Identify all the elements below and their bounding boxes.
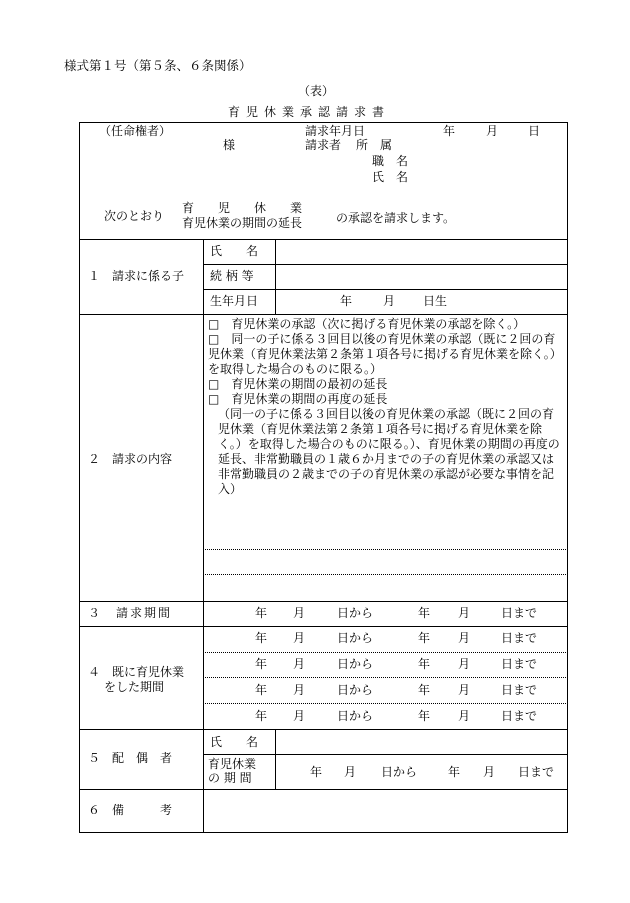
period-month-end: 月 bbox=[458, 709, 471, 723]
section6-label: ６ 備 考 bbox=[88, 803, 173, 817]
spouse-leave-label-1: 育児休業 bbox=[208, 757, 257, 771]
section3-top bbox=[79, 601, 568, 602]
request-option-leave[interactable]: □ 育児休業の承認（次に掲げる育児休業の承認を除く。） bbox=[208, 317, 526, 331]
affiliation-label: 所 属 bbox=[356, 138, 393, 152]
period-month: 月 bbox=[293, 683, 306, 697]
period-year-end: 年 bbox=[418, 631, 431, 645]
requester-label: 請求者 bbox=[305, 138, 342, 152]
period-from: 日から bbox=[381, 765, 418, 779]
intro-suffix: の承認を請求します。 bbox=[336, 211, 456, 225]
period-from: 日から bbox=[337, 606, 374, 620]
child-birth-label: 生年月日 bbox=[210, 294, 259, 308]
period-month: 月 bbox=[293, 657, 306, 671]
period-month-end: 月 bbox=[458, 683, 471, 697]
frame-bottom bbox=[79, 832, 568, 833]
period-year-end: 年 bbox=[418, 709, 431, 723]
period-year-end: 年 bbox=[418, 657, 431, 671]
sama-label: 様 bbox=[223, 138, 236, 152]
option-extension: 育児休業の期間の延長 bbox=[182, 216, 303, 230]
period-year-end: 年 bbox=[418, 683, 431, 697]
period-month: 月 bbox=[293, 606, 306, 620]
section5-label: ５ 配 偶 者 bbox=[88, 751, 173, 765]
section1-inner-divider bbox=[275, 239, 276, 314]
form-code: 様式第１号（第５条、６条関係） bbox=[64, 58, 252, 73]
frame-right bbox=[567, 122, 568, 833]
frame-left bbox=[79, 122, 80, 833]
period-year: 年 bbox=[255, 683, 268, 697]
period-year: 年 bbox=[255, 606, 268, 620]
period-from: 日から bbox=[337, 657, 374, 671]
past-period-divider bbox=[203, 703, 568, 704]
date-month: 月 bbox=[486, 124, 499, 138]
intro-prefix: 次のとおり bbox=[104, 209, 165, 223]
section1-line1 bbox=[203, 264, 568, 265]
position-label: 職 名 bbox=[372, 154, 409, 168]
reason-instruction: （同一の子に係る３回目以後の育児休業の承認（既に２回の育児休業（育児休業法第２条第１項各号に掲げる育児休業を除く。）を取得した場合のものに限る。）、育児休業の期間の再度の延長、非常勤職員の１歳６か月までの子の育児休業の承認又は非常勤職員の２歳までの子の育児休業の承認が必要な事情を記入） bbox=[218, 407, 560, 496]
child-relation-label: 続 柄 等 bbox=[210, 269, 254, 283]
request-date-label: 請求年月日 bbox=[305, 124, 366, 138]
period-until: 日まで bbox=[501, 631, 538, 645]
child-name-label: 氏 名 bbox=[210, 244, 259, 258]
period-month-end: 月 bbox=[483, 765, 496, 779]
past-period-divider bbox=[203, 677, 568, 678]
period-until: 日まで bbox=[501, 683, 538, 697]
section4-top bbox=[79, 626, 568, 627]
section4-label-line2: をした期間 bbox=[104, 680, 165, 694]
date-day: 日 bbox=[528, 124, 541, 138]
period-until: 日まで bbox=[501, 657, 538, 671]
period-until: 日まで bbox=[501, 709, 538, 723]
form-title: 育児休業承認請求書 bbox=[228, 105, 391, 119]
label-column-divider bbox=[203, 239, 204, 833]
period-month: 月 bbox=[293, 709, 306, 723]
period-until: 日まで bbox=[518, 765, 555, 779]
name-label: 氏 名 bbox=[372, 170, 409, 184]
period-year: 年 bbox=[255, 631, 268, 645]
option-leave: 育 児 休 業 bbox=[182, 201, 303, 215]
appointer-label: （任命権者） bbox=[99, 124, 172, 138]
period-year: 年 bbox=[310, 765, 323, 779]
past-period-divider bbox=[203, 652, 568, 653]
birth-month: 月 bbox=[383, 294, 396, 308]
side-label: （表） bbox=[298, 84, 335, 98]
section2-top bbox=[79, 314, 568, 315]
request-option-third-leave[interactable]: □ 同一の子に係る３回目以後の育児休業の承認（既に２回の育児休業（育児休業法第２条第１項各号に掲げる育児休業を除く。）を取得した場合のものに限る。） bbox=[208, 332, 562, 376]
section5-top bbox=[79, 729, 568, 730]
section1-label: １ 請求に係る子 bbox=[88, 269, 185, 283]
period-month-end: 月 bbox=[458, 657, 471, 671]
frame-top bbox=[79, 122, 568, 123]
period-month-end: 月 bbox=[458, 631, 471, 645]
date-year: 年 bbox=[443, 124, 456, 138]
remarks-field[interactable] bbox=[204, 790, 567, 832]
period-month-end: 月 bbox=[458, 606, 471, 620]
period-until: 日まで bbox=[501, 606, 538, 620]
period-from: 日から bbox=[337, 709, 374, 723]
request-option-re-extension[interactable]: □ 育児休業の期間の再度の延長 bbox=[208, 392, 388, 406]
reason-line-1[interactable] bbox=[203, 549, 568, 550]
section3-label: ３ 請求期間 bbox=[88, 606, 173, 620]
period-year-end: 年 bbox=[418, 606, 431, 620]
reason-line-2[interactable] bbox=[203, 574, 568, 575]
request-option-first-extension[interactable]: □ 育児休業の期間の最初の延長 bbox=[208, 377, 388, 391]
spouse-name-label: 氏 名 bbox=[210, 735, 259, 749]
section1-line2 bbox=[203, 289, 568, 290]
period-month: 月 bbox=[293, 631, 306, 645]
section5-line bbox=[203, 754, 568, 755]
period-from: 日から bbox=[337, 683, 374, 697]
period-month: 月 bbox=[344, 765, 357, 779]
section4-label-line1: ４ 既に育児休業 bbox=[88, 665, 185, 679]
period-year: 年 bbox=[255, 657, 268, 671]
section2-items bbox=[208, 317, 564, 497]
spouse-leave-label-2: の 期 間 bbox=[208, 771, 252, 785]
birth-day: 日生 bbox=[423, 294, 448, 308]
section5-inner-divider bbox=[275, 729, 276, 789]
period-year: 年 bbox=[255, 709, 268, 723]
period-year-end: 年 bbox=[448, 765, 461, 779]
period-from: 日から bbox=[337, 631, 374, 645]
birth-year: 年 bbox=[340, 294, 353, 308]
section1-top bbox=[79, 239, 568, 240]
section2-label: ２ 請求の内容 bbox=[88, 452, 173, 466]
